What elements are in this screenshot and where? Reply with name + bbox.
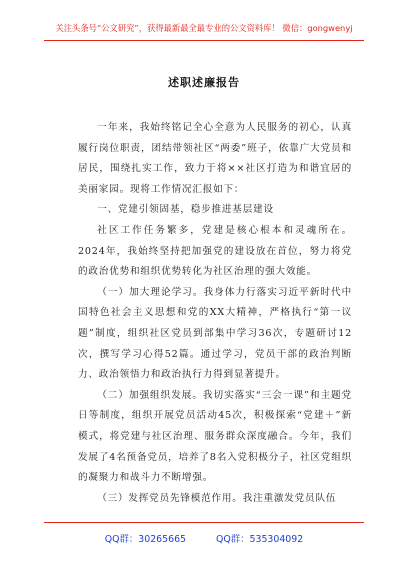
section-heading-1: 一、党建引领固基，稳步推进基层建设 xyxy=(97,204,274,216)
paragraph-party-building: 社区工作任务繁多，党建是核心根本和灵魂所在。2024年，我始终坚持把加强党的建设放在首位，努力将党的政治优势和组织优势转化为社区治理的强大效能。 xyxy=(78,224,352,278)
paragraph-organization: （二）加强组织发展。我切实落实“三会一课”和主题党日等制度，组织开展党员活动45次，积极探索“党建＋”新模式，将党建与社区治理、服务群众深度融合。今年，我们发展了4名预备党员，培养了8名入党积极分子，社区党组织的凝聚力和战斗力不断增强。 xyxy=(78,389,352,484)
paragraph-intro: 一年来，我始终铭记全心全意为人民服务的初心，认真履行岗位职责，团结带领社区“两委”班子，依靠广大党员和居民，围绕扎实工作，致力于将××社区打造为和谐宜居的美丽家园。现将工作情况汇报如下： xyxy=(78,122,352,195)
footer-divider xyxy=(44,522,364,523)
document-body xyxy=(78,118,352,509)
document-title: 述职述廉报告 xyxy=(168,76,240,89)
footer xyxy=(0,531,408,545)
paragraph-vanguard: （三）发挥党员先锋模范作用。我注重激发党员队伍 xyxy=(97,492,337,504)
footer-qq-group-2: QQ群：535304092 xyxy=(216,534,304,545)
header-banner: 关注头条号“公文研究”，获得最新最全最专业的公文资料库！ 微信：gongwenyj xyxy=(55,23,353,33)
paragraph-theory-study: （一）加大理论学习。我身体力行落实习近平新时代中国特色社会主义思想和党的XX大精神，严格执行“第一议题”制度，组织社区党员到部集中学习36次，专题研讨12次，撰写学习心得52篇。通过学习，党员干部的政治判断力、政治领悟力和政治执行力得到显著提升。 xyxy=(78,286,352,381)
footer-qq-group-1: QQ群：30265665 xyxy=(104,534,187,545)
header-divider xyxy=(44,40,364,41)
